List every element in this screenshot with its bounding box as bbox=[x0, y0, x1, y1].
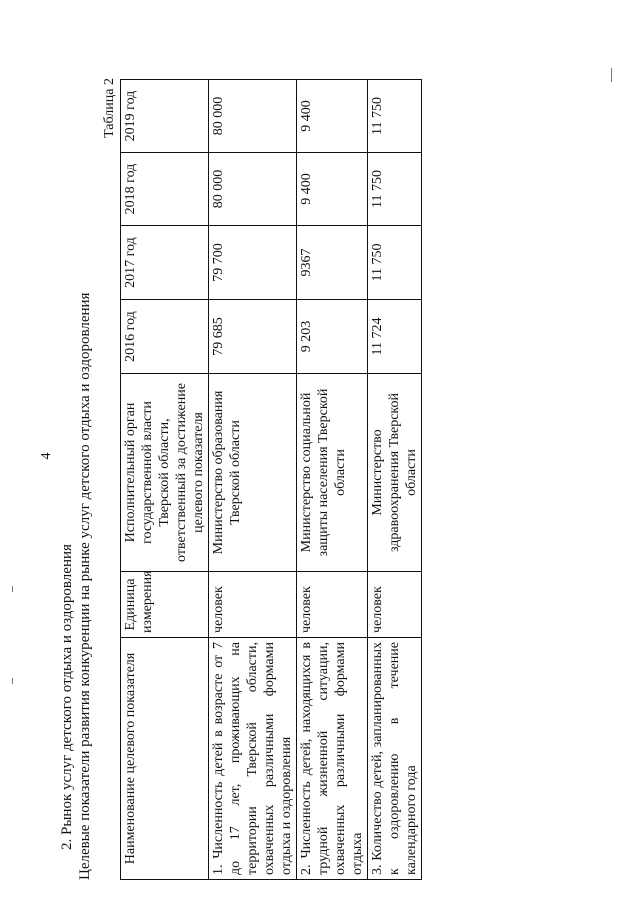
agency-cell: Министерство социальной защиты населения Тверской области bbox=[297, 374, 368, 572]
value-2018: 9 400 bbox=[297, 153, 368, 226]
value-2018: 11 750 bbox=[368, 153, 422, 226]
header-2018: 2018 год bbox=[121, 153, 209, 226]
table-row bbox=[368, 80, 422, 880]
unit-cell: человек bbox=[209, 572, 297, 638]
table-row bbox=[209, 80, 297, 880]
table-row bbox=[297, 80, 368, 880]
table-header-row bbox=[121, 80, 209, 880]
margin-mark bbox=[12, 586, 13, 592]
value-2016: 9 203 bbox=[297, 300, 368, 374]
value-2017: 11 750 bbox=[368, 226, 422, 300]
value-2017: 9367 bbox=[297, 226, 368, 300]
section-heading: 2. Рынок услуг детского отдыха и оздоровления bbox=[59, 544, 75, 850]
value-2019: 80 000 bbox=[209, 80, 297, 153]
agency-cell: Министерство здравоохранения Тверской области bbox=[368, 374, 422, 572]
value-2019: 9 400 bbox=[297, 80, 368, 153]
margin-mark bbox=[12, 678, 13, 684]
agency-cell: Министерство образования Тверской области bbox=[209, 374, 297, 572]
indicator-name: 3. Количество детей, запланированных к оздоровлению в течение календарного года bbox=[368, 638, 422, 880]
page-number: 4 bbox=[39, 452, 54, 460]
value-2019: 11 750 bbox=[368, 80, 422, 153]
header-2017: 2017 год bbox=[121, 226, 209, 300]
value-2016: 79 685 bbox=[209, 300, 297, 374]
indicator-name: 1. Численность детей в возрасте от 7 до 17 лет, проживающих на территории Тверской области, охваченных различными формами отдыха и оздоровления bbox=[209, 638, 297, 880]
rotated-content bbox=[58, 70, 618, 880]
header-agency: Исполнительный орган государственной власти Тверской области, ответственный за достижение целевого показателя bbox=[121, 374, 209, 572]
header-2019: 2019 год bbox=[121, 80, 209, 153]
value-2017: 79 700 bbox=[209, 226, 297, 300]
indicators-table bbox=[120, 79, 422, 880]
value-2016: 11 724 bbox=[368, 300, 422, 374]
table-caption: Таблица 2 bbox=[102, 78, 117, 138]
header-2016: 2016 год bbox=[121, 300, 209, 374]
header-name: Наименование целевого показателя bbox=[121, 638, 209, 880]
value-2018: 80 000 bbox=[209, 153, 297, 226]
unit-cell: человек bbox=[368, 572, 422, 638]
table-subheading: Целевые показатели развития конкуренции на рынке услуг детского отдыха и оздоровления bbox=[77, 292, 93, 880]
unit-cell: человек bbox=[297, 572, 368, 638]
header-unit: Единица измерения bbox=[121, 572, 209, 638]
indicator-name: 2. Численность детей, находящихся в трудной жизненной ситуации, охваченных различными формами отдыха bbox=[297, 638, 368, 880]
